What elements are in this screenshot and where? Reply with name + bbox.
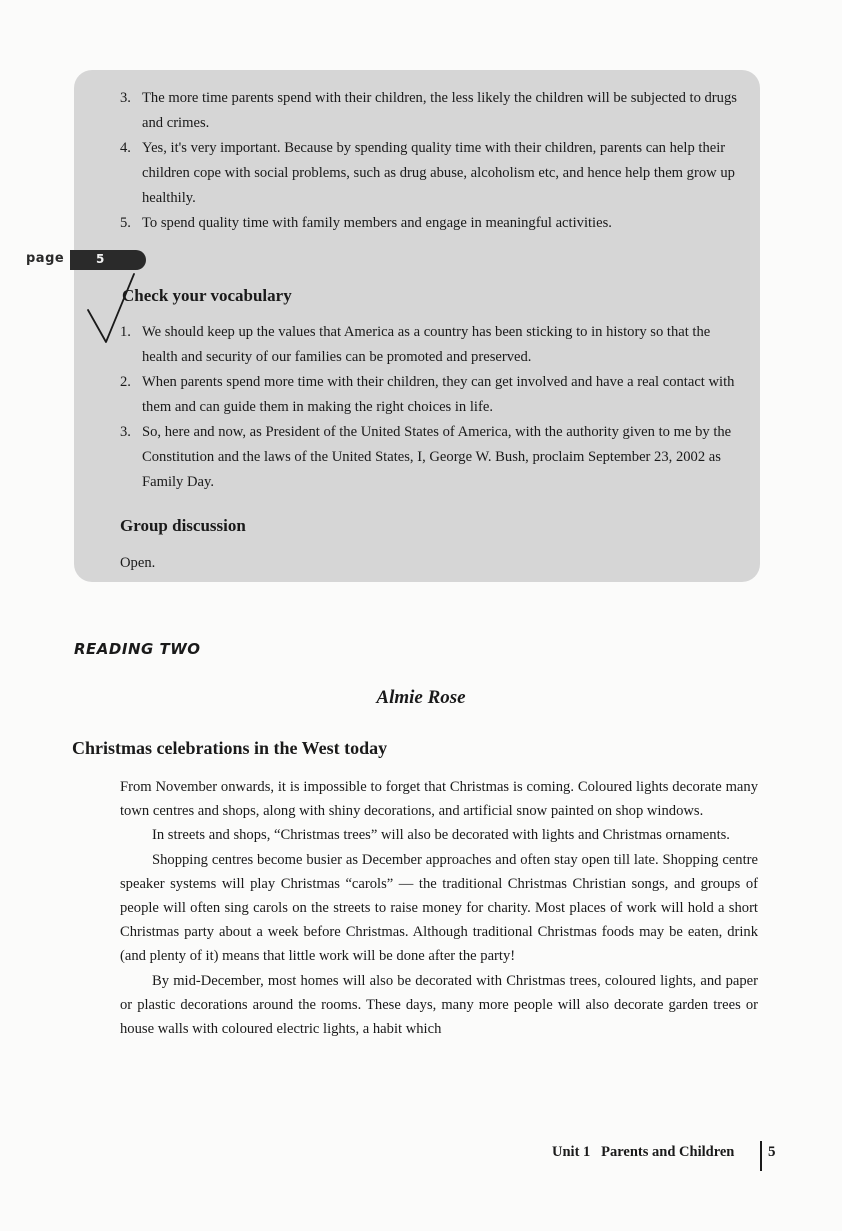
item-number: 3. [120, 424, 131, 440]
list-item [120, 420, 746, 495]
check-vocabulary-heading: Check your vocabulary [122, 286, 292, 305]
article-body [120, 775, 758, 1041]
footer-unit [552, 1144, 734, 1161]
list-item [120, 370, 746, 420]
section-label: READING TWO [74, 640, 201, 658]
page-tab-label: page [26, 251, 65, 266]
paragraph: In streets and shops, “Christmas trees” will also be decorated with lights and Christmas ornaments. [152, 827, 730, 844]
section-title: Christmas celebrations in the West today [72, 738, 388, 758]
item-text: To spend quality time with family members and engage in meaningful activities. [142, 215, 612, 231]
answer-list [120, 86, 746, 236]
page-tab-marker [70, 250, 146, 270]
paragraph: From November onwards, it is impossible to forget that Christmas is coming. Coloured lights decorate many town centres and shops, along with shiny decorations, and artificial snow painted on shop windows. [120, 779, 758, 820]
group-discussion-heading: Group discussion [120, 516, 246, 535]
footer-unit-label: Unit 1 [552, 1144, 591, 1160]
list-item [120, 136, 746, 211]
item-number: 1. [120, 324, 131, 340]
item-number: 5. [120, 215, 131, 231]
vocabulary-list [120, 320, 746, 495]
item-text: So, here and now, as President of the United States of America, with the authority given to me by the Constitution and the laws of the United States, I, George W. Bush, proclaim September 23, 2002 as Family Day. [142, 424, 732, 490]
item-number: 3. [120, 90, 131, 106]
page-tab [0, 250, 146, 270]
item-text: Yes, it's very important. Because by spending quality time with their children, parents can help their children cope with social problems, such as drug abuse, alcoholism etc, and hence help them grow up healthily. [142, 140, 735, 206]
group-discussion-text: Open. [120, 555, 156, 571]
item-number: 2. [120, 374, 131, 390]
item-text: The more time parents spend with their children, the less likely the children will be subjected to drugs and crimes. [142, 90, 737, 131]
page-number: 5 [768, 1144, 776, 1160]
item-text: We should keep up the values that America as a country has been sticking to in history so that the health and security of our families can be promoted and preserved. [142, 324, 711, 365]
list-item [120, 211, 746, 236]
item-number: 4. [120, 140, 131, 156]
page-tab-number: 5 [96, 252, 105, 266]
list-item [120, 86, 746, 136]
paragraph: Shopping centres become busier as December approaches and often stay open till late. Shopping centre speaker systems will play Christmas “carols” — the traditional Christmas Christian songs, and groups of people will often sing carols on the streets to raise money for charity. Most places of work will hold a short Christmas party about a week before Christmas. Although traditional Christmas foods may be eaten, drink (and plenty of it) means that little work will be done after the party! [120, 851, 758, 965]
item-text: When parents spend more time with their children, they can get involved and have a real contact with them and can guide them in making the right choices in life. [142, 374, 735, 415]
footer-divider [760, 1141, 762, 1171]
paragraph: By mid-December, most homes will also be decorated with Christmas trees, coloured lights, and paper or plastic decorations around the rooms. These days, many more people will also decorate garden trees or house walls with coloured electric lights, a habit which [120, 972, 758, 1038]
footer-unit-title: Parents and Children [601, 1144, 735, 1160]
story-title: Almie Rose [376, 687, 466, 708]
list-item [120, 320, 746, 370]
